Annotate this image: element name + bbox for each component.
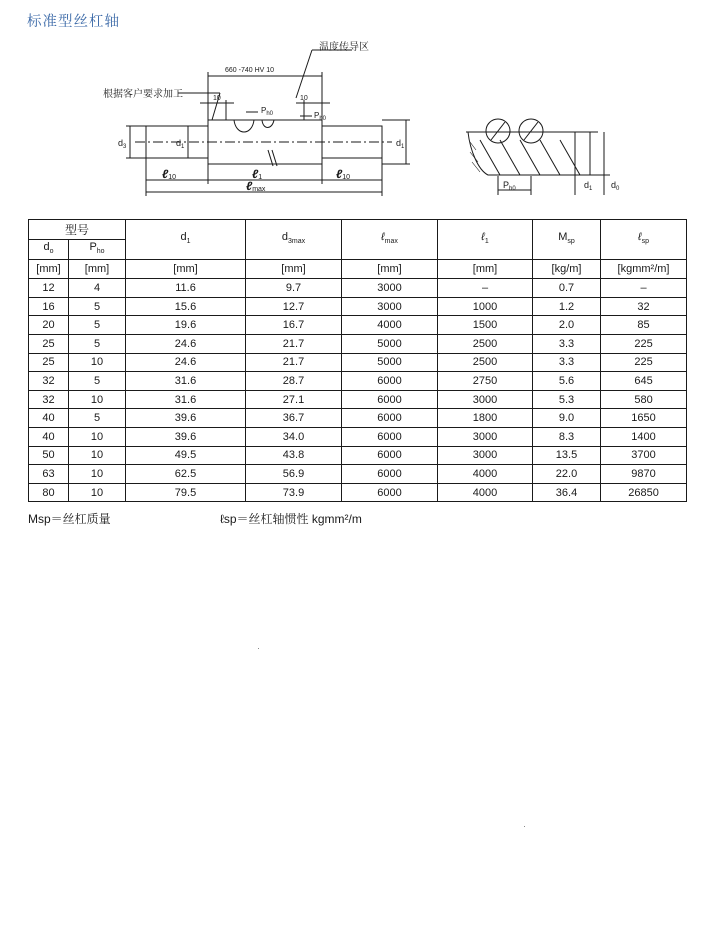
header-d1: $d_1$ xyxy=(126,220,246,260)
table-cell: 62.5 xyxy=(126,465,246,484)
table-cell: 43.8 xyxy=(246,446,342,465)
table-cell: 5 xyxy=(69,372,126,391)
table-cell: 26850 xyxy=(601,483,687,502)
table-cell: 40 xyxy=(29,427,69,446)
table-cell: 5000 xyxy=(342,334,438,353)
table-cell: 39.6 xyxy=(126,427,246,446)
table-row xyxy=(29,446,687,465)
table-cell: 580 xyxy=(601,390,687,409)
table-cell: 49.5 xyxy=(126,446,246,465)
table-cell: 5.3 xyxy=(533,390,601,409)
table-cell: 12.7 xyxy=(246,297,342,316)
d3-label: $d_3$ xyxy=(118,138,127,150)
table-cell: 6000 xyxy=(342,390,438,409)
table-cell: 3.3 xyxy=(533,353,601,372)
table-row xyxy=(29,390,687,409)
table-cell: 32 xyxy=(29,372,69,391)
unit-cell: [mm] xyxy=(438,260,533,279)
unit-cell: [mm] xyxy=(69,260,126,279)
table-cell: 32 xyxy=(601,297,687,316)
table-cell: 27.1 xyxy=(246,390,342,409)
table-row xyxy=(29,427,687,446)
table-cell: 34.0 xyxy=(246,427,342,446)
footnote-msp: Msp＝丝杠质量 xyxy=(28,512,111,526)
unit-cell: [mm] xyxy=(29,260,69,279)
unit-cell: [mm] xyxy=(246,260,342,279)
scan-speck xyxy=(258,648,259,649)
scan-speck xyxy=(524,826,525,827)
dim-10-right: 10 xyxy=(300,95,308,102)
table-cell: 1400 xyxy=(601,427,687,446)
hardness-label: 660 -740 HV 10 xyxy=(225,67,275,74)
table-row xyxy=(29,297,687,316)
table-cell: 73.9 xyxy=(246,483,342,502)
l10-label-left: ℓ10 xyxy=(162,167,176,181)
table-row xyxy=(29,409,687,428)
table-cell: 63 xyxy=(29,465,69,484)
table-cell: 3700 xyxy=(601,446,687,465)
table-cell: 21.7 xyxy=(246,334,342,353)
table-cell: 39.6 xyxy=(126,409,246,428)
table-cell: 3000 xyxy=(438,446,533,465)
table-cell: 85 xyxy=(601,316,687,335)
table-cell: 21.7 xyxy=(246,353,342,372)
table-cell: 12 xyxy=(29,279,69,298)
table-cell: – xyxy=(438,279,533,298)
table-cell: 4000 xyxy=(342,316,438,335)
l10-label-right: ℓ10 xyxy=(336,167,350,181)
table-cell: 6000 xyxy=(342,483,438,502)
unit-cell: [mm] xyxy=(126,260,246,279)
table-cell: 1800 xyxy=(438,409,533,428)
table-cell: 25 xyxy=(29,334,69,353)
table-cell: 36.4 xyxy=(533,483,601,502)
table-row xyxy=(29,279,687,298)
table-cell: 10 xyxy=(69,390,126,409)
table-cell: 9870 xyxy=(601,465,687,484)
header-lmax: ℓ$_{max}$ xyxy=(342,220,438,260)
table-cell: 6000 xyxy=(342,446,438,465)
table-cell: 10 xyxy=(69,465,126,484)
table-cell: 645 xyxy=(601,372,687,391)
table-cell: 6000 xyxy=(342,409,438,428)
ph0-label-right: $P_{h0}$ xyxy=(314,111,327,122)
table-cell: 25 xyxy=(29,353,69,372)
table-cell: 50 xyxy=(29,446,69,465)
header-model: 型号 xyxy=(29,220,126,240)
table-cell: 6000 xyxy=(342,372,438,391)
table-cell: 2500 xyxy=(438,353,533,372)
table-cell: 5 xyxy=(69,297,126,316)
table-cell: 10 xyxy=(69,353,126,372)
table-cell: 1500 xyxy=(438,316,533,335)
l1-label: ℓ1 xyxy=(252,167,263,181)
table-cell: 5 xyxy=(69,334,126,353)
table-row xyxy=(29,353,687,372)
table-row xyxy=(29,316,687,335)
table-cell: 16.7 xyxy=(246,316,342,335)
table-cell: 2500 xyxy=(438,334,533,353)
table-cell: 40 xyxy=(29,409,69,428)
table-cell: 31.6 xyxy=(126,372,246,391)
table-cell: 5000 xyxy=(342,353,438,372)
table-cell: 1650 xyxy=(601,409,687,428)
detail-ph0-label: $P_{h0}$ xyxy=(503,180,516,192)
table-cell: 16 xyxy=(29,297,69,316)
header-ph0: $P_{ho}$ xyxy=(69,240,126,260)
table-cell: 79.5 xyxy=(126,483,246,502)
footnotes xyxy=(28,510,688,526)
table-cell: 36.7 xyxy=(246,409,342,428)
spec-table xyxy=(28,219,687,502)
table-cell: 19.6 xyxy=(126,316,246,335)
table-cell: 5.6 xyxy=(533,372,601,391)
table-cell: 24.6 xyxy=(126,353,246,372)
table-cell: 31.6 xyxy=(126,390,246,409)
page-title: 标准型丝杠轴 xyxy=(27,14,120,30)
header-d3max: $d_{3max}$ xyxy=(246,220,342,260)
table-cell: 1.2 xyxy=(533,297,601,316)
table-cell: 32 xyxy=(29,390,69,409)
table-cell: 6000 xyxy=(342,427,438,446)
table-cell: 24.6 xyxy=(126,334,246,353)
table-cell: 13.5 xyxy=(533,446,601,465)
detail-d1-label: $d_1$ xyxy=(584,180,593,192)
header-lsp: ℓ$_{sp}$ xyxy=(601,220,687,260)
d1-label-left: $d_1$ xyxy=(176,138,185,150)
table-cell: 4 xyxy=(69,279,126,298)
table-cell: 3000 xyxy=(342,279,438,298)
unit-cell: [mm] xyxy=(342,260,438,279)
table-cell: 6000 xyxy=(342,465,438,484)
table-cell: 15.6 xyxy=(126,297,246,316)
table-cell: 2.0 xyxy=(533,316,601,335)
d1-label-right: $d_1$ xyxy=(396,138,405,150)
table-cell: 80 xyxy=(29,483,69,502)
table-cell: 5 xyxy=(69,409,126,428)
table-cell: 9.0 xyxy=(533,409,601,428)
table-cell: 10 xyxy=(69,483,126,502)
detail-d0-label: $d_0$ xyxy=(611,180,620,192)
table-cell: 2750 xyxy=(438,372,533,391)
table-cell: 0.7 xyxy=(533,279,601,298)
table-cell: 5 xyxy=(69,316,126,335)
ph0-label-left: $P_{h0}$ xyxy=(261,106,274,117)
custom-machining-label: 根据客户要求加工 xyxy=(103,89,183,100)
unit-cell: [kg/m] xyxy=(533,260,601,279)
table-cell: 20 xyxy=(29,316,69,335)
lmax-label: ℓmax xyxy=(246,179,266,193)
table-cell: 4000 xyxy=(438,465,533,484)
temp-zone-label: 温度传导区 xyxy=(319,42,369,53)
table-cell: 4000 xyxy=(438,483,533,502)
table-cell: 3000 xyxy=(438,427,533,446)
unit-cell: [kgmm²/m] xyxy=(601,260,687,279)
table-cell: 225 xyxy=(601,334,687,353)
table-row xyxy=(29,372,687,391)
header-d0: $d_o$ xyxy=(29,240,69,260)
dim-10-left: 10 xyxy=(213,95,221,102)
technical-drawing xyxy=(0,0,712,215)
table-cell: 22.0 xyxy=(533,465,601,484)
table-cell: 9.7 xyxy=(246,279,342,298)
table-cell: 11.6 xyxy=(126,279,246,298)
table-row xyxy=(29,334,687,353)
table-body xyxy=(29,279,687,502)
table-cell: 1000 xyxy=(438,297,533,316)
table-cell: 3000 xyxy=(342,297,438,316)
table-cell: 3.3 xyxy=(533,334,601,353)
table-cell: 28.7 xyxy=(246,372,342,391)
unit-row xyxy=(29,260,687,279)
table-cell: 3000 xyxy=(438,390,533,409)
table-cell: 225 xyxy=(601,353,687,372)
header-l1: ℓ$_1$ xyxy=(438,220,533,260)
footnote-lsp: ℓsp＝丝杠轴惯性 kgmm²/m xyxy=(220,512,362,526)
table-row xyxy=(29,483,687,502)
table-cell: 10 xyxy=(69,446,126,465)
table-cell: – xyxy=(601,279,687,298)
table-row xyxy=(29,465,687,484)
table-cell: 10 xyxy=(69,427,126,446)
table-cell: 56.9 xyxy=(246,465,342,484)
header-msp: $M_{sp}$ xyxy=(533,220,601,260)
table-cell: 8.3 xyxy=(533,427,601,446)
